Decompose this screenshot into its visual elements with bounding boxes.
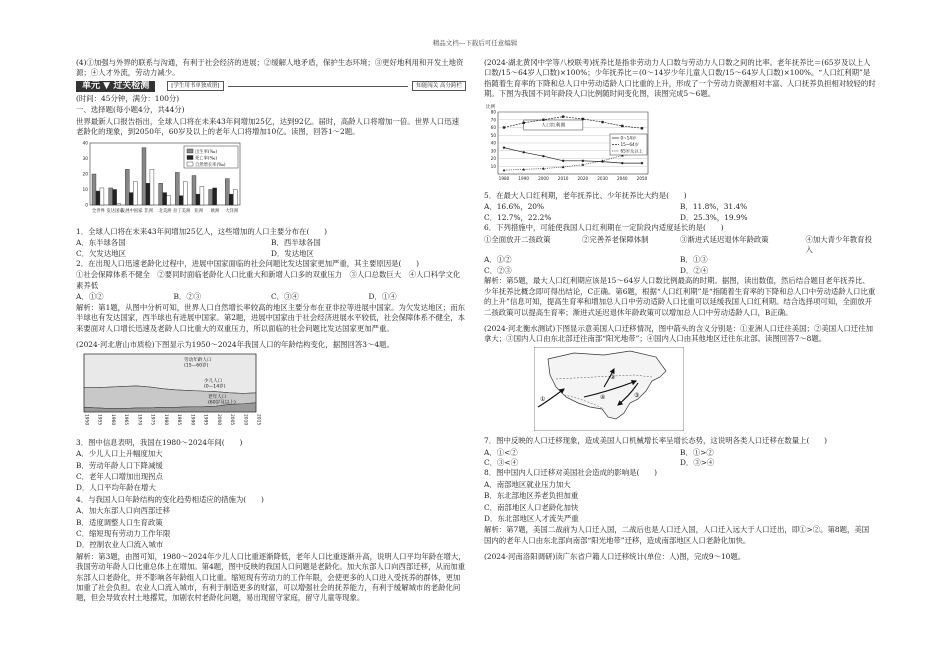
y-tick-label: 20 bbox=[82, 172, 88, 178]
q4-opt-d: D．控制农业人口流入城市 bbox=[76, 540, 164, 550]
series-label: 劳动年龄人口 bbox=[184, 358, 212, 364]
q6-options bbox=[484, 255, 876, 265]
legend-label: 65岁及以上 bbox=[620, 148, 643, 154]
q5-options-2 bbox=[484, 213, 876, 223]
q4-opt-a: A．加大东部人口向西部迁移 bbox=[76, 506, 171, 516]
q5-opt-d: D．25.3%，19.9% bbox=[680, 212, 748, 222]
bar bbox=[142, 148, 146, 205]
q6-items bbox=[484, 235, 876, 256]
q1-options-2 bbox=[76, 249, 466, 259]
x-tick-label: 1990 bbox=[518, 175, 530, 181]
q3-opt-b: B．劳动年龄人口下降减缓 bbox=[76, 460, 163, 470]
x-tick-label: 发展中国家 bbox=[120, 209, 143, 215]
series-label-sub: (0—14岁) bbox=[204, 384, 226, 390]
legend-swatch bbox=[187, 156, 193, 160]
bar bbox=[183, 182, 187, 205]
data-point bbox=[601, 159, 604, 162]
bar bbox=[159, 184, 163, 206]
age-structure-svg bbox=[76, 352, 276, 432]
banner-right: 知能闯关 高分跨栏 bbox=[412, 81, 466, 91]
data-point bbox=[542, 155, 544, 157]
data-point bbox=[582, 117, 584, 119]
bar bbox=[192, 176, 196, 205]
data-point bbox=[503, 146, 505, 148]
x-tick-label: 2000 bbox=[538, 175, 549, 181]
x-tick-label: 大洋洲 bbox=[225, 209, 239, 215]
x-tick-label: 2040 bbox=[616, 175, 628, 181]
legend-label: 自然增长率(‰) bbox=[195, 163, 226, 169]
x-tick-label: 1995 bbox=[202, 414, 208, 426]
q4-opt-b: B．适度调整人口生育政策 bbox=[76, 517, 163, 527]
dividend-chart bbox=[484, 102, 876, 189]
q5-options bbox=[484, 202, 876, 212]
data-point bbox=[621, 162, 623, 164]
q3-opt-c: C．老年人口增加出现拐点 bbox=[76, 471, 163, 481]
bar bbox=[92, 174, 96, 205]
y-tick-label: 50 bbox=[490, 132, 496, 138]
q3-opt-a: A．少儿人口上升幅度加大 bbox=[76, 449, 163, 459]
x-tick-label: 欧洲 bbox=[210, 209, 220, 215]
legend-label: 死亡率(‰) bbox=[195, 156, 218, 162]
bar bbox=[167, 196, 171, 205]
x-tick-label: 2020 bbox=[577, 175, 589, 181]
y-tick-label: 20 bbox=[490, 155, 496, 161]
x-tick-label: 发达国家 bbox=[106, 209, 124, 215]
bar bbox=[213, 188, 217, 205]
bar bbox=[175, 173, 179, 206]
x-tick-label: 2005 bbox=[229, 414, 235, 426]
q2-options bbox=[76, 292, 466, 302]
q8-opt-b: B．东北部地区养老负担加重 bbox=[484, 491, 579, 501]
q1-stem: 1．全球人口将在未来43年间增加25亿人，这些增加的人口主要分布在( ) bbox=[76, 226, 327, 236]
x-tick-label: 1985 bbox=[176, 414, 182, 426]
data-point bbox=[562, 159, 564, 161]
q6-options-2 bbox=[484, 266, 876, 276]
bar bbox=[125, 170, 129, 206]
series-line bbox=[504, 153, 642, 170]
data-point bbox=[601, 121, 603, 123]
q8-stem: 8．图中国内人口迁移对美国社会造成的影响是( ) bbox=[484, 468, 658, 478]
bar bbox=[229, 195, 233, 206]
q1-opt-a: A．东半球各国 bbox=[76, 238, 126, 248]
q6-opt-c: C．②③ bbox=[484, 265, 512, 275]
section-heading: 一、选择题(每小题4分，共44分) bbox=[76, 105, 185, 115]
bar bbox=[163, 193, 167, 205]
q6-stem: 6．下列措施中，可能使我国人口红利期在一定阶段内适度延长的是( ) bbox=[484, 223, 724, 233]
q56-answer: 解析：第5题，最大人口红利期应该是15～64岁人口数比例最高的时期。据图，读出数值，然后结合题目老年抚养比、少年抚养比概念即可得出结论，C正确。第6题，根据“人口红利期”是“指随着生育率的下降和总人口中劳动适龄人口比重的上升”信息可知，提高生育率和增加总人口中劳动适龄人口比重可以延缓我国人口红利期。结合选择项可知，全面放开二孩政策可以提高生育率；渐进式延迟退休年龄政策可以增加总人口中劳动适龄人口，B正确。 bbox=[484, 276, 876, 317]
bar bbox=[133, 182, 137, 205]
intro-paragraph: (4)①加强与外界的联系与沟通，有利于社会经济的进展；②缓解人地矛盾，保护生态环境；③更好地利用和开发土地资源；④人才外流，劳动力减少。 bbox=[76, 58, 464, 78]
q8-opt-a: A．南部地区就业压力加大 bbox=[484, 479, 571, 489]
bar bbox=[113, 190, 117, 206]
q4-opt-c: C．缩短现有劳动力工作年限 bbox=[76, 528, 171, 538]
data-point bbox=[523, 121, 525, 123]
x-tick-label: 1960 bbox=[109, 414, 115, 426]
q3-opt-d: D．人口平均年龄在增大 bbox=[76, 483, 156, 493]
bar bbox=[100, 188, 104, 205]
legend-swatch bbox=[187, 149, 193, 153]
x-tick-label: 亚洲 bbox=[194, 209, 203, 215]
q78-answer: 解析：第7题，美国二战前为人口迁入国，二战后也是人口迁入国，人口迁入远大于人口迁出，即①>②。第8题，美国国内的老年人口由东北部向南部“阳光地带”迁移，造成南部地区人口老龄化加快。 bbox=[484, 525, 870, 545]
bar bbox=[129, 193, 133, 205]
y-tick-label: 80 bbox=[490, 109, 496, 115]
data-point bbox=[582, 159, 584, 161]
q56-intro: (2024·湖北黄冈中学等八校联考)抚养比是指非劳动力人口数与劳动力人口数之间的比率。老年抚养比＝(65岁及以上人口数/15～64岁人口数)×100%；少年抚养比＝(0～14岁少年儿童人口数/15～64岁人口数)×100%。“人口红利期”是指随着生育率的下降和总人口中劳动适龄人口比重的上升，形成了一个劳动力资源相对丰富、人口抚养负担相对较轻的时期。下图为我国不同年龄段人口比例随时间变化图，读图完成5～6题。 bbox=[484, 58, 876, 99]
y-axis-title: 比例 bbox=[486, 104, 496, 110]
chart-title: 人口红利期 bbox=[541, 123, 566, 129]
banner-mid: [学生用书单独成册] bbox=[167, 81, 223, 91]
x-tick-label: 1975 bbox=[149, 414, 155, 426]
q5-opt-a: A．16.6%，20% bbox=[484, 202, 545, 212]
birth-death-chart bbox=[76, 139, 466, 224]
x-tick-label: 2010 bbox=[557, 175, 569, 181]
q7-opt-d: D．③>④ bbox=[680, 457, 715, 467]
banner-title: 单元 ▼ 过关检测 bbox=[76, 81, 155, 92]
bar bbox=[117, 204, 121, 206]
section-banner bbox=[76, 81, 466, 92]
x-tick-label: 2010 bbox=[242, 414, 248, 426]
bar bbox=[179, 196, 183, 205]
q3-stem: 3．图中信息表明，我国在1980～2024年间( ) bbox=[76, 437, 243, 447]
x-tick-label: 1970 bbox=[136, 414, 142, 426]
q6-opt-b: B．①③ bbox=[680, 255, 708, 265]
birth-death-svg bbox=[76, 139, 286, 221]
data-point bbox=[641, 162, 643, 164]
q2-opt-d: D．①④ bbox=[368, 292, 397, 302]
dividend-svg bbox=[484, 102, 684, 186]
q7-stem: 7．图中反映的人口迁移现象，造成美国人口机械增长率呈增长态势，这说明各类人口迁移在数量上( ) bbox=[484, 436, 828, 446]
q6-item-4: ④加大青少年教育投入 bbox=[805, 234, 872, 255]
q1-options bbox=[76, 238, 466, 248]
left-column bbox=[76, 58, 466, 605]
q4-stem: 4．与我国人口年龄结构的变化趋势相适应的措施为( ) bbox=[76, 494, 264, 504]
age-structure-chart bbox=[76, 352, 466, 435]
x-tick-label: 1965 bbox=[123, 414, 129, 426]
data-point bbox=[523, 151, 525, 153]
q12-intro: 世界最新人口报告指出，全球人口将在未来43年间增加25亿，达到92亿。届时，高龄人口将增加一倍。世界人口迅速老龄化的现象，到2050年，60岁及以上的老年人口将增加10亿。读图，回答1～2题。 bbox=[76, 116, 459, 137]
page-header: 精品文档---下载后可任意编辑 bbox=[432, 39, 518, 47]
q2-items: ①社会保障体系不健全 ②要同时面临老龄化人口比重大和新增人口多的双重压力 ③人口总数巨大 ④人口科学文化素养低 bbox=[76, 270, 461, 290]
right-column bbox=[484, 58, 876, 564]
q5-opt-c: C．12.7%，22.2% bbox=[484, 212, 552, 222]
q7-options-2 bbox=[484, 458, 876, 468]
migration-map bbox=[534, 347, 876, 434]
q12-answer: 解析：第1题，从图中分析可知，世界人口自然增长率较高的地区主要分布在亚非拉等进展中国家。为欠发达地区；而东半球也有发达国家，西半球也有进展中国家。第2题，进展中国家由于社会经济进展水平较低，社会保障体系不健全，本来要面对人口增长迅速及老龄人口比重大的双重压力，所以面临的社会问题比发达国家更加严重。 bbox=[76, 302, 466, 333]
q6-item-2: ②完善养老保障体制 bbox=[582, 234, 649, 244]
x-tick-label: 1980 bbox=[498, 175, 510, 181]
x-tick-label: 1980 bbox=[162, 414, 168, 426]
q2-opt-b: B．②③ bbox=[173, 292, 202, 302]
y-tick-label: 0 bbox=[85, 203, 88, 209]
q7-opt-a: A．①<② bbox=[484, 447, 518, 457]
q1-opt-b: B．西半球各国 bbox=[271, 238, 321, 248]
bar bbox=[146, 184, 150, 206]
x-tick-label: 非洲 bbox=[144, 209, 153, 215]
x-tick-label: 2015 bbox=[255, 414, 261, 426]
x-tick-label: 2050 bbox=[636, 175, 648, 181]
bar bbox=[200, 187, 204, 206]
x-tick-label: 1990 bbox=[189, 414, 195, 426]
y-tick-label: 60 bbox=[490, 124, 496, 130]
q7-opt-c: C．③<④ bbox=[484, 457, 519, 467]
q6-opt-a: A．①② bbox=[484, 255, 512, 265]
y-tick-label: 30 bbox=[490, 147, 496, 153]
q2-stem: 2．在出现人口迅速老龄化过程中，进展中国家面临的社会问题比发达国家更加严重，其主要原因是( ) bbox=[76, 259, 420, 269]
series-label-sub: (15—60岁) bbox=[184, 363, 209, 369]
time-line: (时间：45分钟，满分：100分) bbox=[76, 93, 180, 103]
q1-opt-c: C．欠发达地区 bbox=[76, 248, 126, 258]
migration-map-svg bbox=[534, 347, 684, 431]
x-tick-label: 拉丁美洲 bbox=[173, 209, 191, 215]
x-tick-label: 北美洲 bbox=[158, 209, 172, 215]
banner-divider bbox=[228, 86, 409, 87]
x-tick-label: 1955 bbox=[96, 414, 102, 426]
bar bbox=[233, 190, 237, 206]
q34-intro: (2024·河北唐山市质检)下图显示为1950～2024年我国人口的年龄结构变化，据图回答3～4题。 bbox=[76, 339, 394, 349]
series-label: 少儿人口 bbox=[204, 379, 223, 385]
y-tick-label: 10 bbox=[490, 163, 496, 169]
q2-opt-c: C．③④ bbox=[271, 292, 299, 302]
data-point bbox=[503, 126, 505, 128]
legend-swatch bbox=[187, 162, 193, 166]
q8-opt-c: C．南部地区人口老龄化加快 bbox=[484, 502, 579, 512]
q6-opt-d: D．②④ bbox=[680, 265, 709, 275]
arrow-label: ① bbox=[540, 395, 546, 403]
q5-opt-b: B．11.8%，31.4% bbox=[680, 202, 748, 212]
q6-item-1: ①全面放开二孩政策 bbox=[484, 234, 551, 244]
bar bbox=[225, 179, 229, 205]
q2-opt-a: A．①② bbox=[76, 292, 104, 302]
x-tick-label: 1950 bbox=[83, 414, 89, 426]
bar bbox=[209, 190, 213, 206]
q910-intro: (2024·河南洛阳调研)读广东省户籍人口迁移统计(单位：人)图，完成9～10题。 bbox=[484, 552, 746, 562]
y-tick-label: 30 bbox=[82, 157, 88, 163]
data-point bbox=[641, 127, 643, 129]
series-label-sub: (60岁及以上) bbox=[208, 400, 236, 406]
q1-opt-d: D．发达地区 bbox=[271, 248, 314, 258]
bar bbox=[96, 191, 100, 205]
q78-intro: (2024·河北衡水测试)下图显示意美国人口迁移情况，图中箭头的含义分别是：①亚洲人口迁往美国；②美国人口迁往加拿大；③国内人口由东北部迁往南部“阳光地带”；④国内人口由其他地区迁往东北部。读图回答7～8题。 bbox=[484, 323, 874, 344]
q34-answer: 解析：第3题，由图可知，1980～2024年少儿人口比重逐渐降低，老年人口比重逐渐升高，说明人口平均年龄在增大，我国劳动年龄人口比重总体上在增加。第4题，图中反映的我国人口问题是老龄化。加大东部人口向西部迁移，从而加重东部人口老龄化，并不影响各年龄组人口比重。缩短现有劳动力的工作年限，会使更多的人口进入受抚养的群体，更加加重了社会负担。农业人口流入城市，有利于制造更多的财富，可以增强社会的抚养能力，有利于缓解城市的老龄化问题，但会导致农村土地撂荒，加剧农村老龄化问题，易出现留守家庭，留守儿童等现象。 bbox=[76, 551, 466, 603]
bar bbox=[196, 195, 200, 206]
legend-label: 0~14岁 bbox=[620, 135, 637, 141]
arrow-label: ④ bbox=[600, 393, 606, 401]
data-point bbox=[621, 124, 623, 126]
y-tick-label: 40 bbox=[82, 141, 88, 147]
arrow-label: ③ bbox=[634, 391, 640, 399]
arrow-label: ② bbox=[610, 373, 616, 381]
legend-label: 15~64岁 bbox=[620, 141, 639, 147]
q7-options bbox=[484, 448, 876, 458]
data-point bbox=[503, 168, 506, 171]
bar bbox=[150, 170, 154, 206]
x-tick-label: 2030 bbox=[597, 175, 608, 181]
q6-item-3: ③渐进式延迟退休年龄政策 bbox=[680, 234, 769, 244]
q8-opt-d: D．东北部地区人才流失严重 bbox=[484, 513, 579, 523]
legend-label: 出生率(‰) bbox=[195, 150, 218, 156]
bar bbox=[109, 188, 113, 205]
x-tick-label: 全世界 bbox=[91, 209, 105, 215]
q5-stem: 5．在最大人口红利期，老年抚养比、少年抚养比大约是( ) bbox=[484, 191, 687, 201]
x-tick-label: 2000 bbox=[215, 414, 221, 426]
q7-opt-b: B．①>② bbox=[680, 447, 714, 457]
y-tick-label: 40 bbox=[490, 140, 496, 146]
data-point bbox=[542, 118, 544, 120]
data-point bbox=[562, 115, 564, 117]
series-label: 老年人口 bbox=[208, 395, 227, 401]
y-tick-label: 70 bbox=[490, 116, 496, 122]
y-tick-label: 10 bbox=[82, 188, 88, 194]
